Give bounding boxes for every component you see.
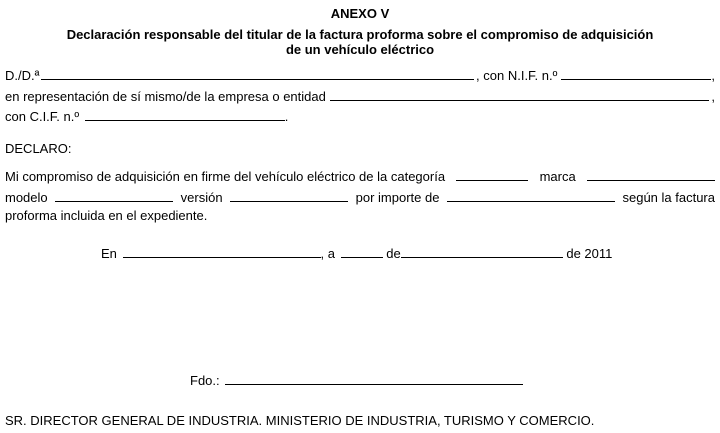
declaration-line-1 — [5, 168, 715, 185]
factura-label: según la factura — [622, 190, 715, 205]
declaration-line-3: proforma incluida en el expediente. — [5, 208, 208, 223]
comma-separator: , — [711, 89, 715, 104]
category-field[interactable] — [456, 168, 528, 181]
place-field[interactable] — [123, 245, 321, 258]
addressee-footer: SR. DIRECTOR GENERAL DE INDUSTRIA. MINISTERIO DE INDUSTRIA, TURISMO Y COMERCIO. — [5, 413, 595, 428]
en-label: En — [101, 246, 117, 261]
nif-label: , con N.I.F. n.º — [476, 68, 558, 83]
entity-field[interactable] — [330, 88, 710, 101]
document-title-line1: Declaración responsable del titular de la factura proforma sobre el compromiso de adquisición — [66, 27, 654, 42]
modelo-label: modelo — [5, 190, 48, 205]
marca-label: marca — [539, 169, 576, 184]
nif-field[interactable] — [561, 67, 711, 80]
representation-label: en representación de sí mismo/de la empresa o entidad — [5, 89, 326, 104]
a-label: , a — [320, 246, 335, 261]
year-label: de 2011 — [566, 246, 613, 261]
declaro-heading: DECLARO: — [5, 141, 72, 156]
name-field[interactable] — [41, 67, 474, 80]
cif-field[interactable] — [85, 108, 285, 121]
declaration-text: Mi compromiso de adquisición en firme del vehículo eléctrico de la categoría — [5, 169, 446, 184]
modelo-field[interactable] — [55, 189, 173, 202]
version-field[interactable] — [230, 189, 348, 202]
version-label: versión — [180, 190, 223, 205]
month-field[interactable] — [401, 245, 563, 258]
signature-label: Fdo.: — [190, 373, 220, 388]
document-title-line2: de un vehículo eléctrico — [285, 42, 435, 57]
de-label: de — [386, 246, 401, 261]
cif-label: con C.I.F. n.º — [5, 109, 80, 124]
comma-separator: , — [711, 68, 715, 83]
marca-field[interactable] — [587, 168, 715, 181]
importe-field[interactable] — [447, 189, 615, 202]
declaration-line-2 — [5, 189, 715, 206]
signature-line — [190, 372, 523, 389]
place-date-line — [101, 245, 612, 262]
annex-title: ANEXO V — [330, 6, 390, 21]
signature-field[interactable] — [225, 372, 523, 385]
identity-line-2 — [5, 88, 715, 105]
period: . — [284, 109, 289, 124]
name-prefix-label: D./D.ª — [5, 68, 40, 83]
importe-label: por importe de — [355, 190, 440, 205]
identity-line-1 — [5, 67, 715, 84]
day-field[interactable] — [341, 245, 383, 258]
identity-line-3 — [5, 108, 288, 125]
